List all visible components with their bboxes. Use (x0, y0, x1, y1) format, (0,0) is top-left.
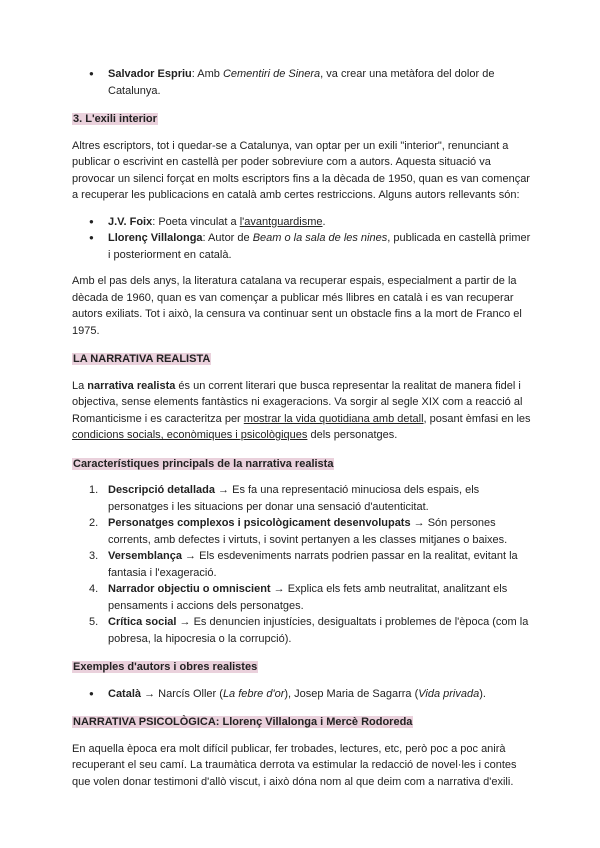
list-item (72, 515, 532, 548)
text-run: → Els esdeveniments narrats podrien passar en la realitat, evitant la fantasia i l'exageració. (108, 550, 518, 579)
exili-authors-list (72, 214, 532, 264)
key-term: Versemblança (108, 550, 182, 562)
key-term: Català (108, 687, 142, 700)
paragraph-psicologica: En aquella època era molt difícil publicar, fer trobades, lectures, etc, però poc a poc anirà recuperant el seu camí. La traumàtica derrota va estimular la redacció de novel·les i contes que volen donar testimoni d'allò viscut, i això dóna nom al que deim com a narrativa d'exili. (72, 742, 517, 788)
list-number: 4. (89, 583, 99, 595)
author-name: Salvador Espriu (108, 68, 192, 80)
paragraph-exili-recovery: Amb el pas dels anys, la literatura catalana va recuperar espais, especialment a partir de la dècada de 1960, quan es van començar a publicar més llibres en català i es van recuperar autors exiliats. Tot i això, la censura va continuar sent un obstacle fins a la mort de Franco el 1975. (72, 275, 522, 337)
list-number: 3. (89, 550, 99, 562)
work-title: La febre d'or (222, 687, 285, 700)
text-run: és un corrent literari que busca representar la realitat de manera fidel i objectiva, sense elements fantàstics ni exageracions. Va sorgir al segle XIX com a reacció al Romanticisme i es caracteritza per (72, 379, 523, 425)
text-run: dels personatges. (307, 429, 398, 441)
author-name: Llorenç Villalonga (108, 232, 203, 244)
text-run: → Explica els fets amb neutralitat, analitzant els pensaments i accions dels personatges. (108, 583, 508, 612)
list-number: 1. (89, 484, 99, 496)
text-run: → Es fa una representació minuciosa dels espais, els personatges i les situacions per donar una sensació d'autenticitat. (108, 484, 480, 513)
list-item (72, 548, 532, 581)
text-run: , posant èmfasi en les (423, 412, 531, 425)
text-run: , publicada en castellà primer i posteriorment en català. (108, 232, 531, 261)
exemples-list (72, 686, 532, 703)
heading-exemples: Exemples d'autors i obres realistes (73, 661, 258, 673)
paragraph-realista (72, 378, 532, 444)
caracteristiques-list (72, 482, 532, 647)
work-title: Vida privada (418, 687, 480, 700)
heading-exili: 3. L'exili interior (73, 113, 157, 125)
key-term: Personatges complexos i psicològicament desenvolupats (108, 517, 411, 529)
text-run: → Narcís Oller ( (141, 687, 223, 700)
work-title: Cementiri de Sinera (222, 68, 321, 80)
heading-narrativa-psicologica: NARRATIVA PSICOLÒGICA: Llorenç Villalonga i Mercè Rodoreda (73, 716, 413, 728)
text-run: ). (479, 687, 486, 700)
text-run: → Es denuncien injustícies, desigualtats i problemes de l'època (com la pobresa, la hipocresia o la corrupció). (108, 616, 529, 645)
list-item-foix (72, 214, 532, 231)
text-run: : Amb (191, 68, 223, 80)
key-term: Narrador objectiu o omniscient (108, 583, 271, 595)
list-number: 2. (89, 517, 99, 529)
list-item-catala (72, 686, 532, 703)
list-item-espriu (72, 66, 532, 99)
text-run: → Són persones corrents, amb defectes i virtuts, i sovint pertanyen a les classes mitjanes o baixes. (108, 517, 508, 546)
espriu-list (72, 66, 532, 99)
list-item (72, 581, 532, 614)
underlined-term: mostrar la vida quotidiana amb detall (243, 412, 424, 425)
text-run: : Autor de (202, 232, 253, 244)
text-run: . (322, 215, 326, 228)
list-item (72, 614, 532, 647)
heading-narrativa-realista: LA NARRATIVA REALISTA (73, 353, 211, 365)
list-item-villalonga (72, 230, 532, 263)
text-run: La (72, 379, 88, 392)
text-run: : Poeta vinculat a (152, 215, 240, 228)
list-item (72, 482, 532, 515)
author-name: J.V. Foix (108, 215, 153, 228)
list-number: 5. (89, 616, 99, 628)
key-term: Crítica social (108, 616, 177, 628)
text-run: , va crear una metàfora del dolor de Catalunya. (108, 68, 495, 97)
heading-caracteristiques: Característiques principals de la narrativa realista (73, 457, 334, 470)
key-term: narrativa realista (87, 379, 176, 392)
work-title: Beam o la sala de les nines (252, 232, 388, 244)
key-term: Descripció detallada (108, 484, 215, 496)
underlined-term: condicions socials, econòmiques i psicològiques (72, 429, 308, 441)
paragraph-exili-intro: Altres escriptors, tot i quedar-se a Catalunya, van optar per un exili "interior", renunciant a publicar o escrivint en castellà per poder sobreviure com a autors. Aquesta situació va provocar un silenci forçat en molts escriptors fins a la dècada de 1950, quan es van començar a recuperar les publicacions en català amb certes restriccions. Alguns autors rellevants són: (72, 139, 530, 201)
text-run: ), Josep Maria de Sagarra ( (284, 687, 419, 700)
underlined-term: l'avantguardisme (239, 215, 323, 228)
document-page (72, 66, 532, 790)
